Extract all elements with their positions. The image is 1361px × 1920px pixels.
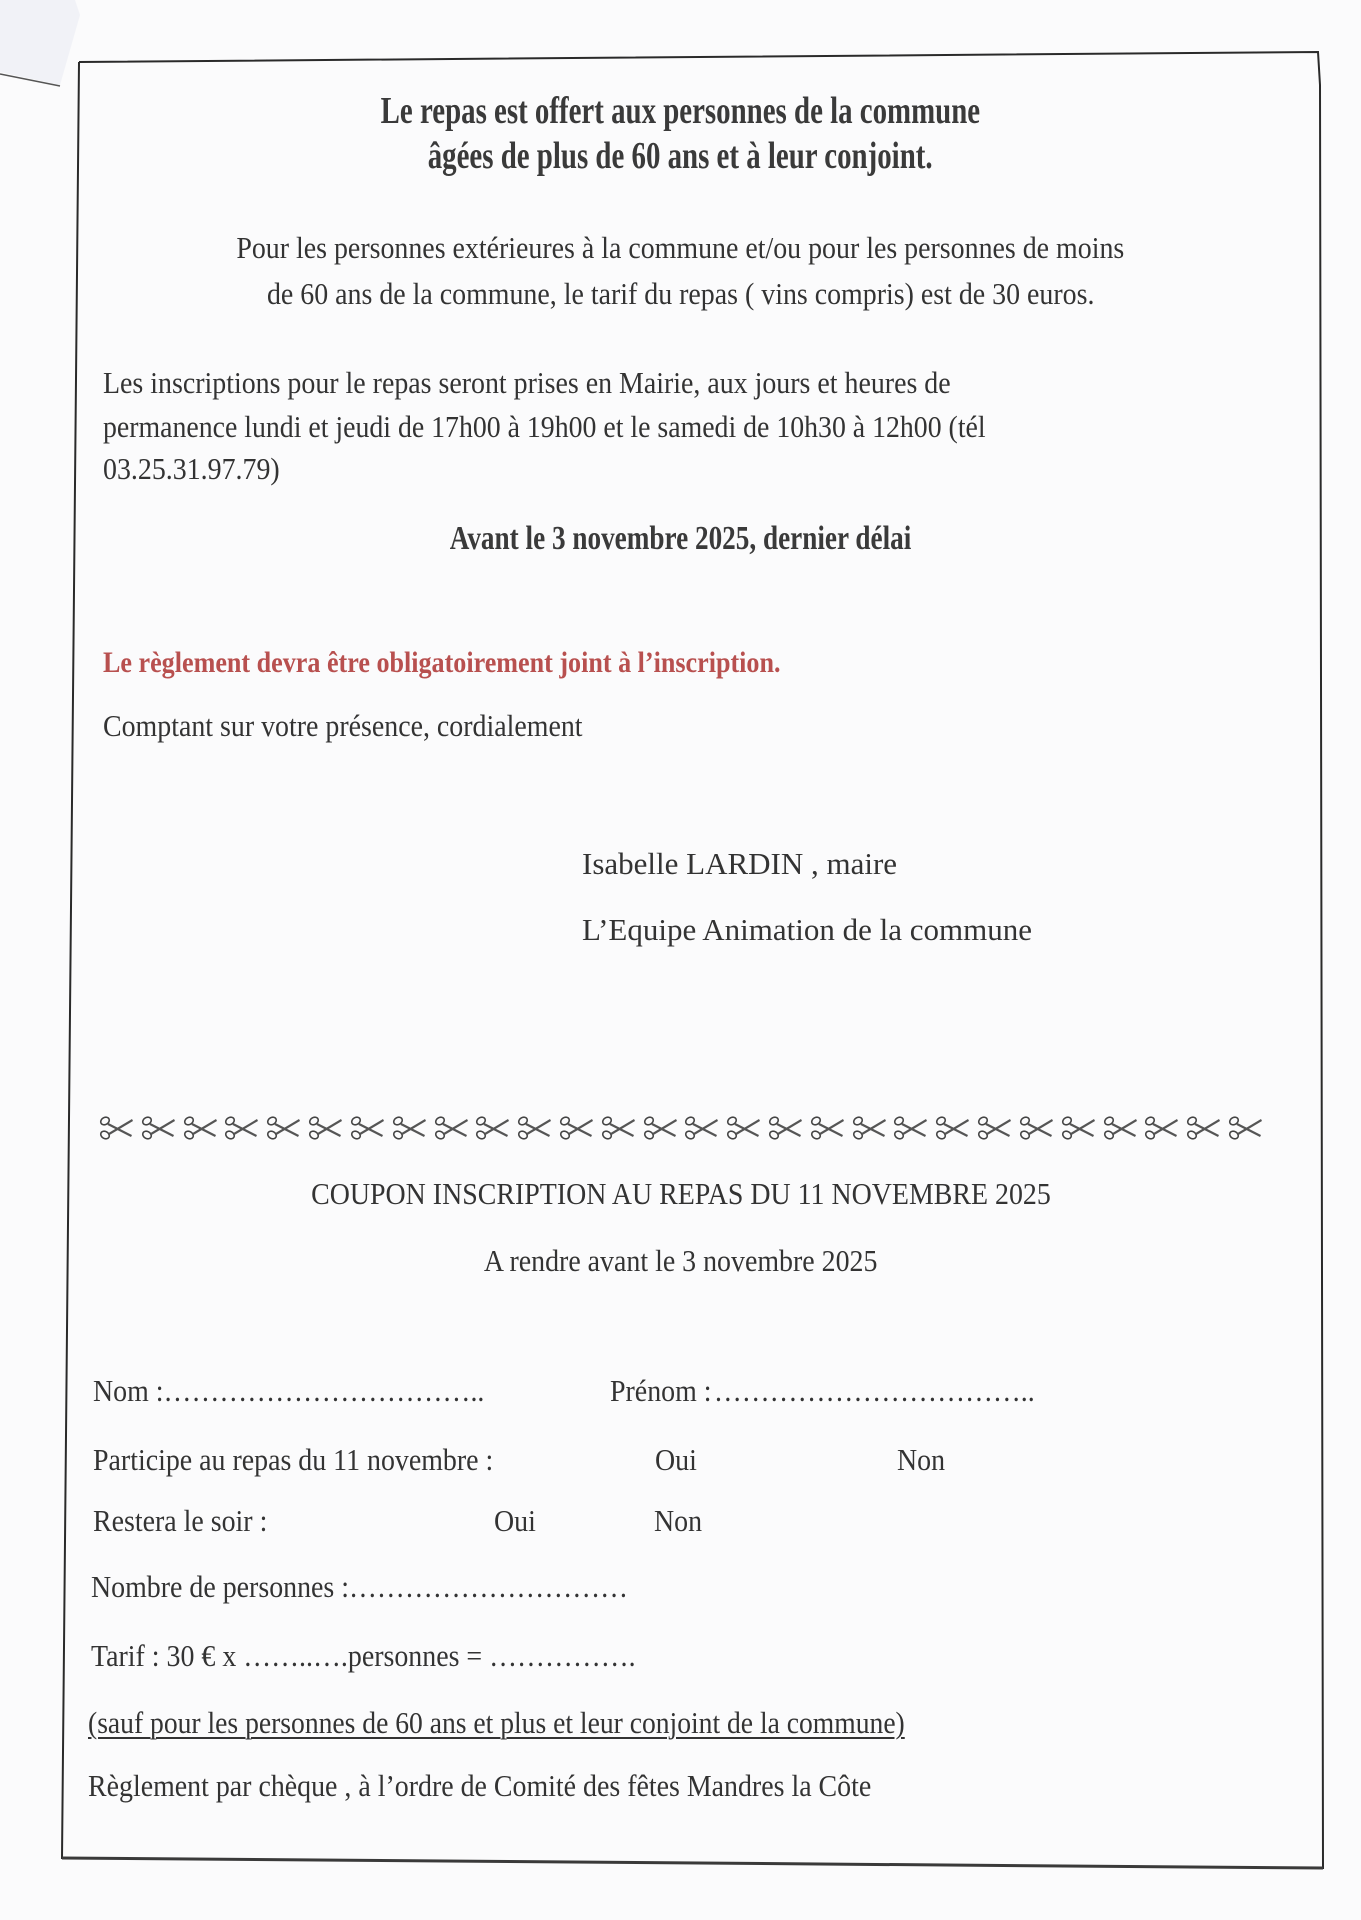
exception-note xyxy=(88,1707,1006,1738)
coupon-subtitle-text: A rendre avant le 3 novembre 2025 xyxy=(483,1243,878,1278)
closing-text xyxy=(103,710,636,741)
scissors-icon xyxy=(265,1115,301,1141)
scissors-icon xyxy=(1143,1115,1179,1141)
restera-non-option[interactable] xyxy=(654,1505,707,1536)
payment-notice-text: Le règlement devra être obligatoirement joint à l’inscription. xyxy=(103,646,781,679)
scissors-icon xyxy=(98,1115,134,1141)
scissors-icon xyxy=(892,1115,928,1141)
deadline-heading-text: Avant le 3 novembre 2025, dernier délai xyxy=(449,520,912,557)
title-line-1 xyxy=(0,92,1361,130)
coupon-title-text: COUPON INSCRIPTION AU REPAS DU 11 NOVEMBRE 2025 xyxy=(310,1176,1051,1211)
nom-label: Nom : xyxy=(93,1373,164,1408)
scissors-icon xyxy=(433,1115,469,1141)
signature-name xyxy=(582,848,897,879)
scissors-icon xyxy=(474,1115,510,1141)
scissors-icon xyxy=(140,1115,176,1141)
scissors-icon xyxy=(725,1115,761,1141)
scissors-icon xyxy=(349,1115,385,1141)
nombre-label: Nombre de personnes : xyxy=(91,1569,350,1604)
signature-name-text: Isabelle LARDIN , maire xyxy=(582,846,898,881)
title-line-2-text: âgées de plus de 60 ans et à leur conjoint. xyxy=(428,135,933,177)
intro-para1-line2 xyxy=(0,278,1361,309)
nombre-field[interactable] xyxy=(91,1571,688,1602)
closing-text-span: Comptant sur votre présence, cordialement xyxy=(103,708,583,743)
scissors-icon xyxy=(307,1115,343,1141)
coupon-title xyxy=(0,1178,1361,1209)
payment-notice xyxy=(103,648,882,678)
scissors-icon xyxy=(1185,1115,1221,1141)
scissors-icon xyxy=(683,1115,719,1141)
title-line-1-text: Le repas est offert aux personnes de la commune xyxy=(380,90,981,132)
participe-non-text: Non xyxy=(897,1442,946,1477)
intro-para2-line3 xyxy=(103,453,299,484)
participe-oui-option[interactable] xyxy=(655,1444,702,1475)
folded-corner xyxy=(0,0,90,90)
prenom-dots[interactable]: …………………………….. xyxy=(713,1373,1035,1408)
prenom-label: Prénom : xyxy=(610,1373,712,1408)
intro-para1-line2-text: de 60 ans de la commune, le tarif du repas ( vins compris) est de 30 euros. xyxy=(266,276,1095,311)
scissors-icon xyxy=(600,1115,636,1141)
signature-team xyxy=(582,914,1032,945)
participe-label: Participe au repas du 11 novembre : xyxy=(93,1442,494,1477)
title-line-2 xyxy=(0,137,1361,175)
intro-para2-line1 xyxy=(103,367,1045,398)
intro-para1-line1-text: Pour les personnes extérieures à la commune et/ou pour les personnes de moins xyxy=(236,230,1125,265)
nombre-dots[interactable]: ………………………… xyxy=(349,1569,629,1604)
scissors-icon xyxy=(1060,1115,1096,1141)
restera-oui-text: Oui xyxy=(494,1503,536,1538)
scissors-icon xyxy=(516,1115,552,1141)
scissors-icon xyxy=(1018,1115,1054,1141)
participe-field xyxy=(93,1444,538,1475)
tarif-text[interactable]: Tarif : 30 € x ……..….personnes = ……………. xyxy=(91,1638,636,1673)
prenom-field[interactable] xyxy=(610,1375,1082,1406)
restera-non-text: Non xyxy=(654,1503,703,1538)
restera-field xyxy=(93,1505,287,1536)
scissors-icon xyxy=(391,1115,427,1141)
restera-oui-option[interactable] xyxy=(494,1505,541,1536)
scissors-icon xyxy=(1102,1115,1138,1141)
payment-instructions xyxy=(88,1770,958,1801)
deadline-heading xyxy=(0,522,1361,556)
signature-team-text: L’Equipe Animation de la commune xyxy=(582,912,1032,947)
scissors-icon xyxy=(767,1115,803,1141)
scissors-icon xyxy=(934,1115,970,1141)
participe-oui-text: Oui xyxy=(655,1442,697,1477)
tarif-field[interactable] xyxy=(91,1640,696,1671)
intro-para2-line2 xyxy=(103,411,1087,442)
coupon-subtitle xyxy=(0,1245,1361,1276)
cut-line xyxy=(98,1108,1263,1148)
scissors-icon xyxy=(182,1115,218,1141)
scissors-icon xyxy=(1227,1115,1263,1141)
intro-para2-line3-text: 03.25.31.97.79) xyxy=(103,451,280,486)
intro-para2-line1-text: Les inscriptions pour le repas seront prises en Mairie, aux jours et heures de xyxy=(103,365,951,400)
scissors-icon xyxy=(851,1115,887,1141)
intro-para1-line1 xyxy=(0,232,1361,263)
participe-non-option[interactable] xyxy=(897,1444,950,1475)
intro-para2-line2-text: permanence lundi et jeudi de 17h00 à 19h00 et le samedi de 10h30 à 12h00 (tél xyxy=(103,409,986,444)
scissors-icon xyxy=(809,1115,845,1141)
nom-dots[interactable]: …………………………….. xyxy=(163,1373,485,1408)
nom-field[interactable] xyxy=(93,1375,528,1406)
scissors-icon xyxy=(223,1115,259,1141)
payment-instructions-text: Règlement par chèque , à l’ordre de Comité des fêtes Mandres la Côte xyxy=(88,1768,872,1803)
scissors-icon xyxy=(558,1115,594,1141)
exception-note-text: (sauf pour les personnes de 60 ans et plus et leur conjoint de la commune) xyxy=(88,1705,905,1740)
scissors-icon xyxy=(976,1115,1012,1141)
scissors-icon xyxy=(642,1115,678,1141)
restera-label: Restera le soir : xyxy=(93,1503,268,1538)
